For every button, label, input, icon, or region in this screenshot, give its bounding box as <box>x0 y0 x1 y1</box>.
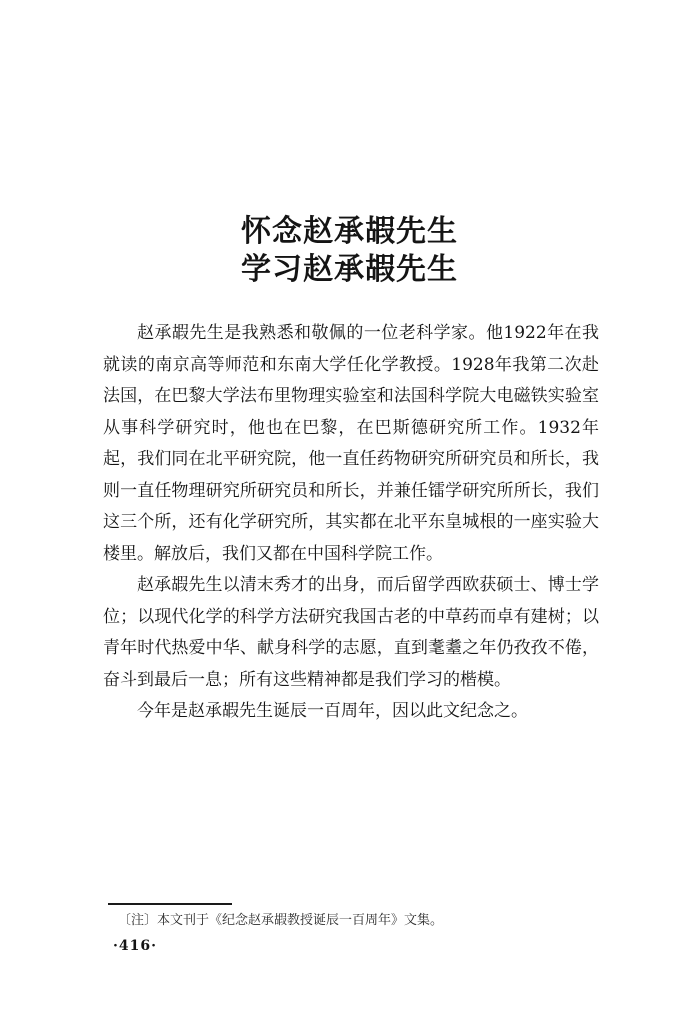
footnote: 〔注〕本文刊于《纪念赵承嘏教授诞辰一百周年》文集。 <box>118 913 444 928</box>
article-body <box>103 318 599 728</box>
paragraph-3: 今年是赵承嘏先生诞辰一百周年，因以此文纪念之。 <box>137 701 528 721</box>
page-number: ·416· <box>113 938 157 954</box>
paragraph-2: 赵承嘏先生以清末秀才的出身，而后留学西欧获硕士、博士学位；以现代化学的科学方法研究我国古老的中草药而卓有建树；以青年时代热爱中华、献身科学的志愿，直到耄耋之年仍孜孜不倦，奋斗到最后一息；所有这些精神都是我们学习的楷模。 <box>103 575 599 690</box>
footnote-divider <box>108 903 232 905</box>
page-title: 怀念赵承嘏先生 <box>241 214 458 249</box>
page-subtitle: 学习赵承嘏先生 <box>241 252 458 287</box>
paragraph-1: 赵承嘏先生是我熟悉和敬佩的一位老科学家。他1922年在我就读的南京高等师范和东南大学任化学教授。1928年我第二次赴法国，在巴黎大学法布里物理实验室和法国科学院大电磁铁实验室从事科学研究时，他也在巴黎，在巴斯德研究所工作。1932年起，我们同在北平研究院，他一直任药物研究所研究员和所长，我则一直任物理研究所研究员和所长，并兼任镭学研究所所长，我们这三个所，还有化学研究所，其实都在北平东皇城根的一座实验大楼里。解放后，我们又都在中国科学院工作。 <box>103 323 599 564</box>
